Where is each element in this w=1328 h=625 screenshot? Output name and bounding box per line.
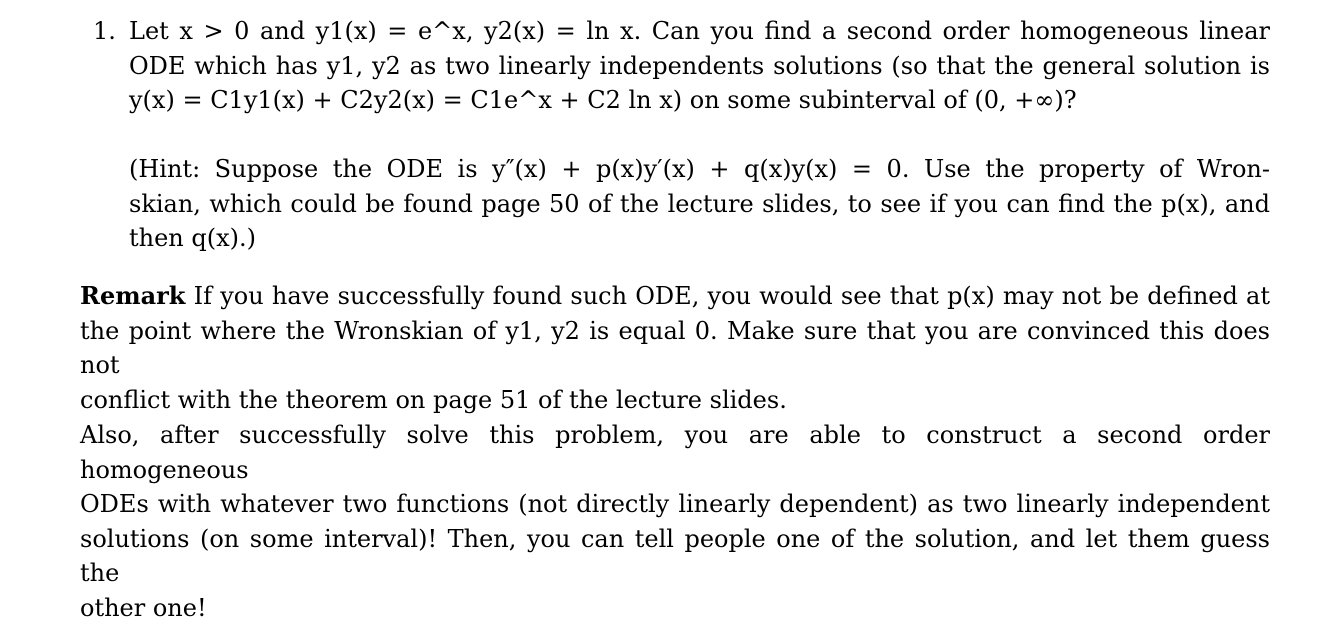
- remark-line-1-text: If you have successfully found such ODE, you would see that p(x) may not be defined at: [194, 282, 1270, 310]
- also-paragraph: [80, 418, 1270, 625]
- problem-line-1: Let x > 0 and y1(x) = e^x, y2(x) = ln x. Can you find a second order homogeneous linear: [129, 14, 1270, 49]
- problem-statement: [129, 14, 1270, 118]
- also-line-3: solutions (on some interval)! Then, you can tell people one of the solution, and let them guess the: [80, 522, 1270, 591]
- remark-heading: Remark: [80, 281, 185, 310]
- hint-paragraph: [129, 152, 1270, 256]
- problem-number: 1.: [93, 14, 116, 49]
- remark-line-3: conflict with the theorem on page 51 of the lecture slides.: [80, 383, 1270, 418]
- hint-line-1: (Hint: Suppose the ODE is y″(x) + p(x)y′(x) + q(x)y(x) = 0. Use the property of Wron-: [129, 152, 1270, 187]
- also-line-1: Also, after successfully solve this problem, you are able to construct a second order homogeneous: [80, 418, 1270, 487]
- problem-line-2: ODE which has y1, y2 as two linearly independents solutions (so that the general solution is: [129, 49, 1270, 84]
- hint-line-2: skian, which could be found page 50 of the lecture slides, to see if you can find the p(x), and: [129, 187, 1270, 222]
- hint-line-3: then q(x).): [129, 221, 1270, 256]
- remark-line-2: the point where the Wronskian of y1, y2 is equal 0. Make sure that you are convinced this does not: [80, 314, 1270, 383]
- also-line-4: other one!: [80, 591, 1270, 625]
- remark-line-1: [80, 279, 1270, 314]
- also-line-2: ODEs with whatever two functions (not directly linearly dependent) as two linearly independent: [80, 487, 1270, 522]
- remark-paragraph: [80, 279, 1270, 417]
- problem-line-3: y(x) = C1y1(x) + C2y2(x) = C1e^x + C2 ln x) on some subinterval of (0, +∞)?: [129, 83, 1270, 118]
